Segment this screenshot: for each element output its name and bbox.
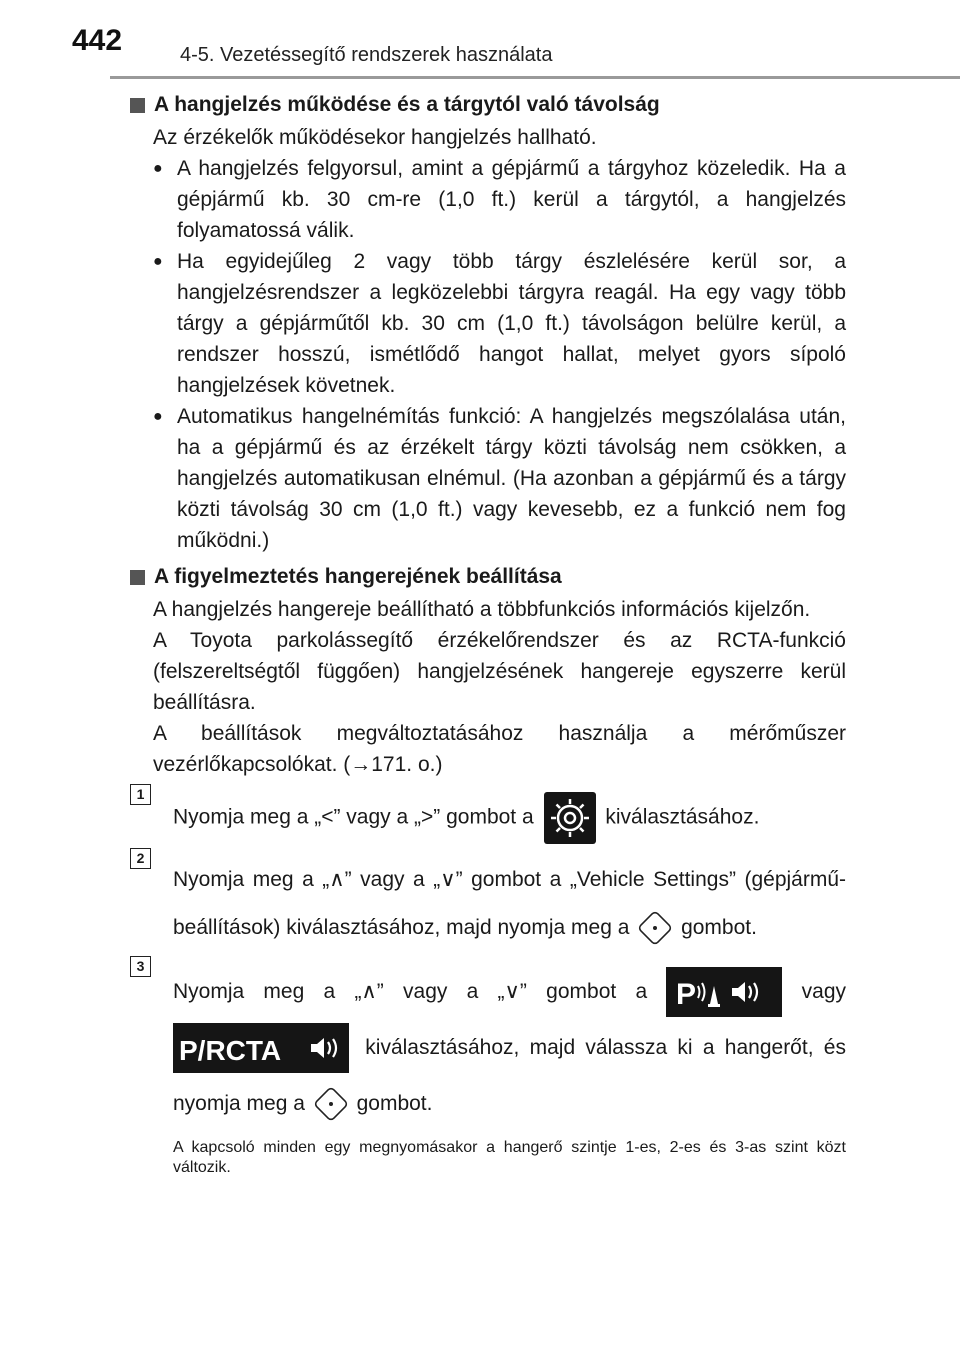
svg-text:P/RCTA: P/RCTA [179, 1035, 282, 1067]
step-number: 2 [130, 848, 151, 869]
page-number: 442 [72, 24, 123, 57]
step-text [173, 856, 846, 952]
step-text-part: gombot. [356, 1092, 433, 1115]
bullet-icon: ● [153, 160, 163, 177]
step-text-part: Nyomja meg a „∧” vagy a „∨” gombot a [173, 980, 648, 1003]
svg-text:P: P [676, 978, 697, 1011]
volume-paragraph: A beállítások megváltoztatásához használja a mérőműszer vezérlőkapcsolókat. (→171. o.) [153, 722, 846, 776]
rcta-volume-icon [173, 1023, 349, 1073]
step-2 [130, 850, 846, 952]
section-marker-icon [130, 98, 145, 113]
step-text [173, 964, 846, 1132]
list-item-text: A hangjelzés felgyorsul, amint a gépjármű a tárgyhoz közeledik. Ha a gépjármű kb. 30 cm-re (1,0 ft.) kerül a tárgytól, a hangjelzés folyamatossá válik. [177, 157, 846, 242]
step-text-part: Nyomja meg a „<” vagy a „>” gombot a [173, 805, 534, 829]
list-item-text: Automatikus hangelnémítás funkció: A hangjelzés megszólalása után, ha a gépjármű és az érzékelt tárgy közti távolság nem csökken, a hangjelzés automatikusan elnémul. (Ha azonban a gépjármű és a tárgy közti távolság 30 cm (1,0 ft.) vagy kevesebb, ez a funkció nem fog működni.) [177, 405, 846, 552]
ok-button-icon [313, 1086, 349, 1122]
step-number: 3 [130, 956, 151, 977]
list-item [153, 401, 846, 556]
step-text-part: vagy [801, 980, 846, 1003]
step-3 [130, 958, 846, 1132]
section-title: 4-5. Vezetéssegítő rendszerek használata [180, 44, 553, 66]
header-rule [110, 76, 960, 79]
intro-paragraph: Az érzékelők működésekor hangjelzés hallható. [153, 126, 597, 149]
list-item-text: Ha egyidejűleg 2 vagy több tárgy észlelésére kerül sor, a hangjelzésrendszer a legközelebbi tárgyra reagál. Ha egy vagy több tárgy a gépjárműtől kb. 30 cm (1,0 ft.) távolságon belülre kerül, a rendszer hosszú, ismétlődő hangot hallat, melyet gyors sípoló hangjelzések követnek. [177, 250, 846, 397]
heading-buzzer-operation [130, 88, 846, 122]
heading-text: A figyelmeztetés hangerejének beállítása [154, 565, 562, 588]
step-number: 1 [130, 784, 151, 805]
step-text [173, 792, 846, 844]
step-1 [130, 786, 846, 844]
ok-button-icon [637, 910, 673, 946]
bullet-icon: ● [153, 408, 163, 425]
volume-paragraph: A hangjelzés hangereje beállítható a többfunkciós információs kijelzőn. [153, 598, 811, 621]
page-content [130, 88, 846, 1178]
heading-text: A hangjelzés működése és a tárgytól való távolság [154, 93, 660, 116]
list-item [153, 153, 846, 246]
step-text-part: kiválasztásához, majd válassza ki a hangerőt, és nyomja meg a [173, 1036, 846, 1115]
volume-paragraph: A Toyota parkolássegítő érzékelőrendszer és az RCTA-funkció (felszereltségtől függően) hangjelzésének hangereje egyszerre kerül beállításra. [153, 629, 846, 714]
bullet-icon: ● [153, 253, 163, 270]
step-text-part: kiválasztásához. [605, 805, 760, 829]
parking-sensor-volume-icon [666, 967, 782, 1017]
step-text-part: gombot. [681, 916, 757, 939]
section-marker-icon [130, 570, 145, 585]
step-text-part: Nyomja meg a „∧” vagy a „∨” gombot a „Vehicle Settings” (gépjármű-beállítások) kiválasztásához, majd nyomja meg a [173, 868, 846, 939]
list-item [153, 246, 846, 401]
volume-note: A kapcsoló minden egy megnyomásakor a hangerő szintje 1-es, 2-es és 3-as szint közt változik. [173, 1139, 846, 1176]
page-header [0, 0, 960, 78]
settings-gear-icon [544, 792, 596, 844]
heading-volume-setting [130, 560, 846, 594]
